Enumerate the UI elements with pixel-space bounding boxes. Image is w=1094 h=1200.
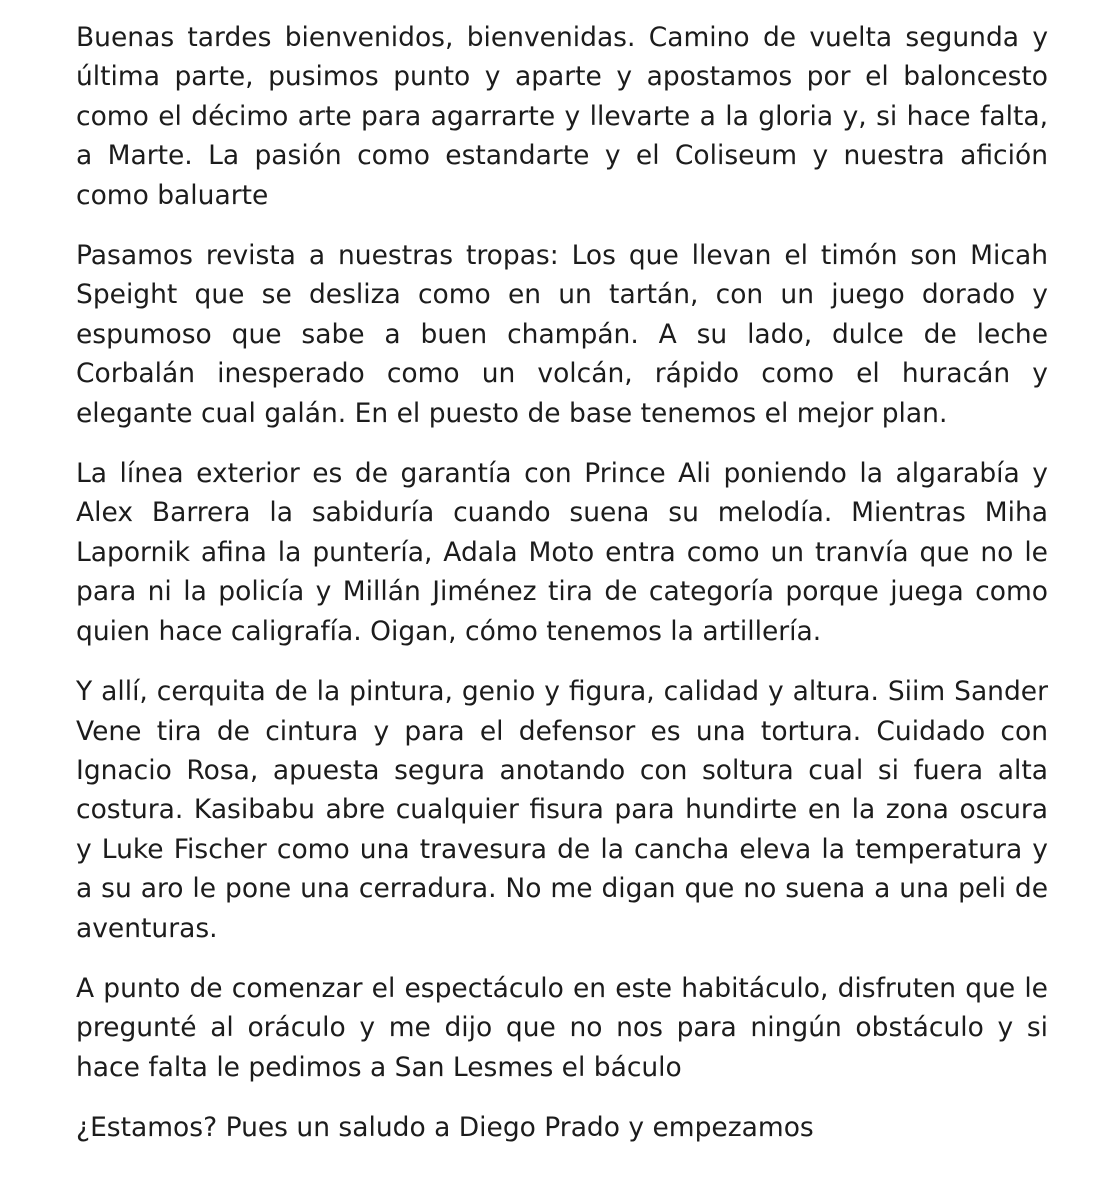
paragraph-2: Pasamos revista a nuestras tropas: Los que llevan el timón son Micah Speight que se desliza como en un tartán, con un juego dorado y espumoso que sabe a buen champán. A su lado, dulce de leche Corbalán inesperado como un volcán, rápido como el huracán y elegante cual galán. En el puesto de base tenemos el mejor plan.: [76, 240, 1048, 429]
paragraph-1: Buenas tardes bienvenidos, bienvenidas. Camino de vuelta segunda y última parte, pusimos punto y aparte y apostamos por el baloncesto como el décimo arte para agarrarte y llevarte a la gloria y, si hace falta, a Marte. La pasión como estandarte y el Coliseum y nuestra afición como baluarte: [76, 22, 1048, 211]
paragraph-3: La línea exterior es de garantía con Prince Ali poniendo la algarabía y Alex Barrera la sabiduría cuando suena su melodía. Mientras Miha Lapornik afina la puntería, Adala Moto entra como un tranvía que no le para ni la policía y Millán Jiménez tira de categoría porque juega como quien hace caligrafía. Oigan, cómo tenemos la artillería.: [76, 458, 1048, 647]
paragraph-5: A punto de comenzar el espectáculo en este habitáculo, disfruten que le pregunté al oráculo y me dijo que no nos para ningún obstáculo y si hace falta le pedimos a San Lesmes el báculo: [76, 972, 1048, 1083]
paragraph-4: Y allí, cerquita de la pintura, genio y figura, calidad y altura. Siim Sander Vene tira de cintura y para el defensor es una tortura. Cuidado con Ignacio Rosa, apuesta segura anotando con soltura cual si fuera alta costura. Kasibabu abre cualquier fisura para hundirte en la zona oscura y Luke Fischer como una travesura de la cancha eleva la temperatura y a su aro le pone una cerradura. No me digan que no suena a una peli de aventuras.: [76, 676, 1048, 944]
paragraph-6: ¿Estamos? Pues un saludo a Diego Prado y empezamos: [76, 1112, 814, 1144]
document-body: [76, 18, 1048, 1148]
